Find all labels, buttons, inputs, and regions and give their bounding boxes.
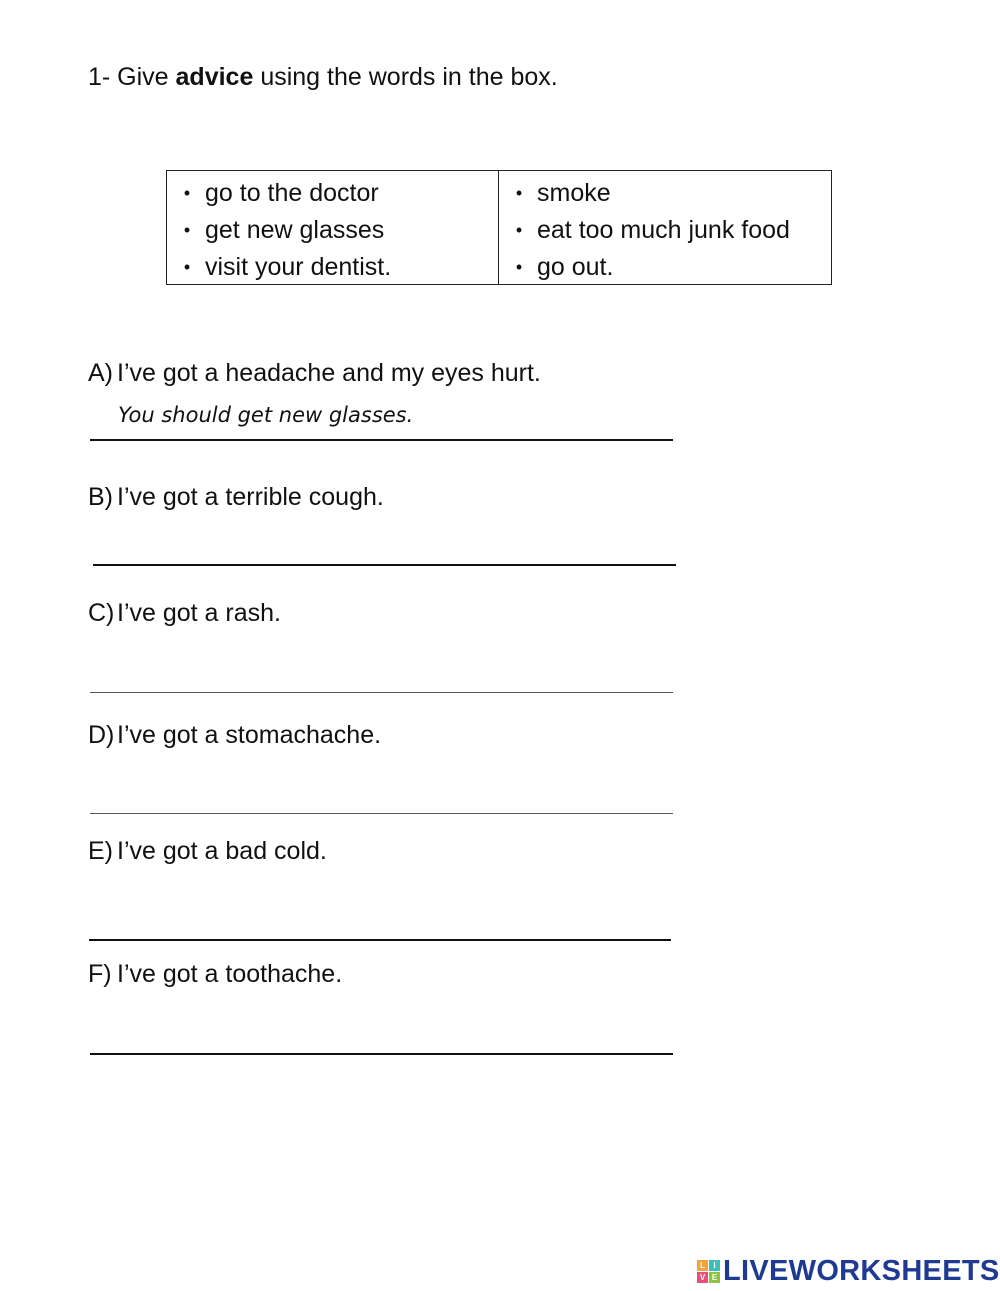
- answer-a-text[interactable]: You should get new glasses.: [118, 403, 414, 427]
- liveworksheets-logo: [697, 1255, 1000, 1288]
- word-box-left-column: [167, 171, 499, 284]
- question-letter: A): [88, 359, 113, 387]
- question-letter: D): [88, 721, 115, 749]
- word-item: [167, 249, 498, 286]
- word-item: [167, 175, 498, 212]
- question-text: I’ve got a rash.: [117, 599, 281, 627]
- word-item-label: visit your dentist.: [205, 253, 392, 281]
- logo-mark-tile: I: [709, 1260, 720, 1271]
- question-a: [88, 356, 541, 390]
- question-letter: B): [88, 483, 113, 511]
- answer-line-f[interactable]: [90, 1053, 673, 1055]
- bullet-icon: •: [183, 183, 191, 203]
- question-text: I’ve got a toothache.: [117, 960, 343, 988]
- answer-line-d[interactable]: [90, 813, 673, 814]
- logo-mark-icon: [697, 1260, 720, 1283]
- question-letter: F): [88, 960, 112, 988]
- question-f: [88, 957, 342, 991]
- word-item: [499, 212, 831, 249]
- word-item-label: go to the doctor: [205, 179, 379, 207]
- word-item-label: go out.: [537, 253, 614, 281]
- bullet-icon: •: [515, 220, 523, 240]
- answer-line-c[interactable]: [90, 692, 673, 693]
- word-item-label: eat too much junk food: [537, 216, 790, 244]
- word-item-label: get new glasses: [205, 216, 385, 244]
- question-d: [88, 718, 381, 752]
- bullet-icon: •: [515, 183, 523, 203]
- word-item-label: smoke: [537, 179, 611, 207]
- question-c: [88, 596, 281, 630]
- question-letter: C): [88, 599, 115, 627]
- question-e: [88, 834, 327, 868]
- instruction-bold-word: advice: [175, 63, 254, 91]
- answer-line-a[interactable]: [90, 439, 673, 441]
- logo-mark-tile: V: [697, 1272, 708, 1283]
- answer-line-e[interactable]: [89, 939, 671, 941]
- word-item: [167, 212, 498, 249]
- bullet-icon: •: [183, 257, 191, 277]
- word-item: [499, 175, 831, 212]
- logo-text: LIVEWORKSHEETS: [723, 1255, 1000, 1287]
- bullet-icon: •: [515, 257, 523, 277]
- answer-line-b[interactable]: [93, 564, 676, 566]
- question-text: I’ve got a stomachache.: [117, 721, 382, 749]
- question-text: I’ve got a bad cold.: [117, 837, 327, 865]
- question-letter: E): [88, 837, 113, 865]
- word-box-right-column: [499, 171, 831, 284]
- bullet-icon: •: [183, 220, 191, 240]
- instruction-prefix: 1- Give: [88, 63, 176, 91]
- question-text: I’ve got a terrible cough.: [117, 483, 384, 511]
- instruction: [88, 60, 558, 94]
- question-b: [88, 480, 384, 514]
- instruction-suffix: using the words in the box.: [253, 63, 558, 91]
- logo-mark-tile: L: [697, 1260, 708, 1271]
- logo-mark-tile: E: [709, 1272, 720, 1283]
- word-box: [166, 170, 832, 285]
- question-text: I’ve got a headache and my eyes hurt.: [117, 359, 541, 387]
- word-item: [499, 249, 831, 286]
